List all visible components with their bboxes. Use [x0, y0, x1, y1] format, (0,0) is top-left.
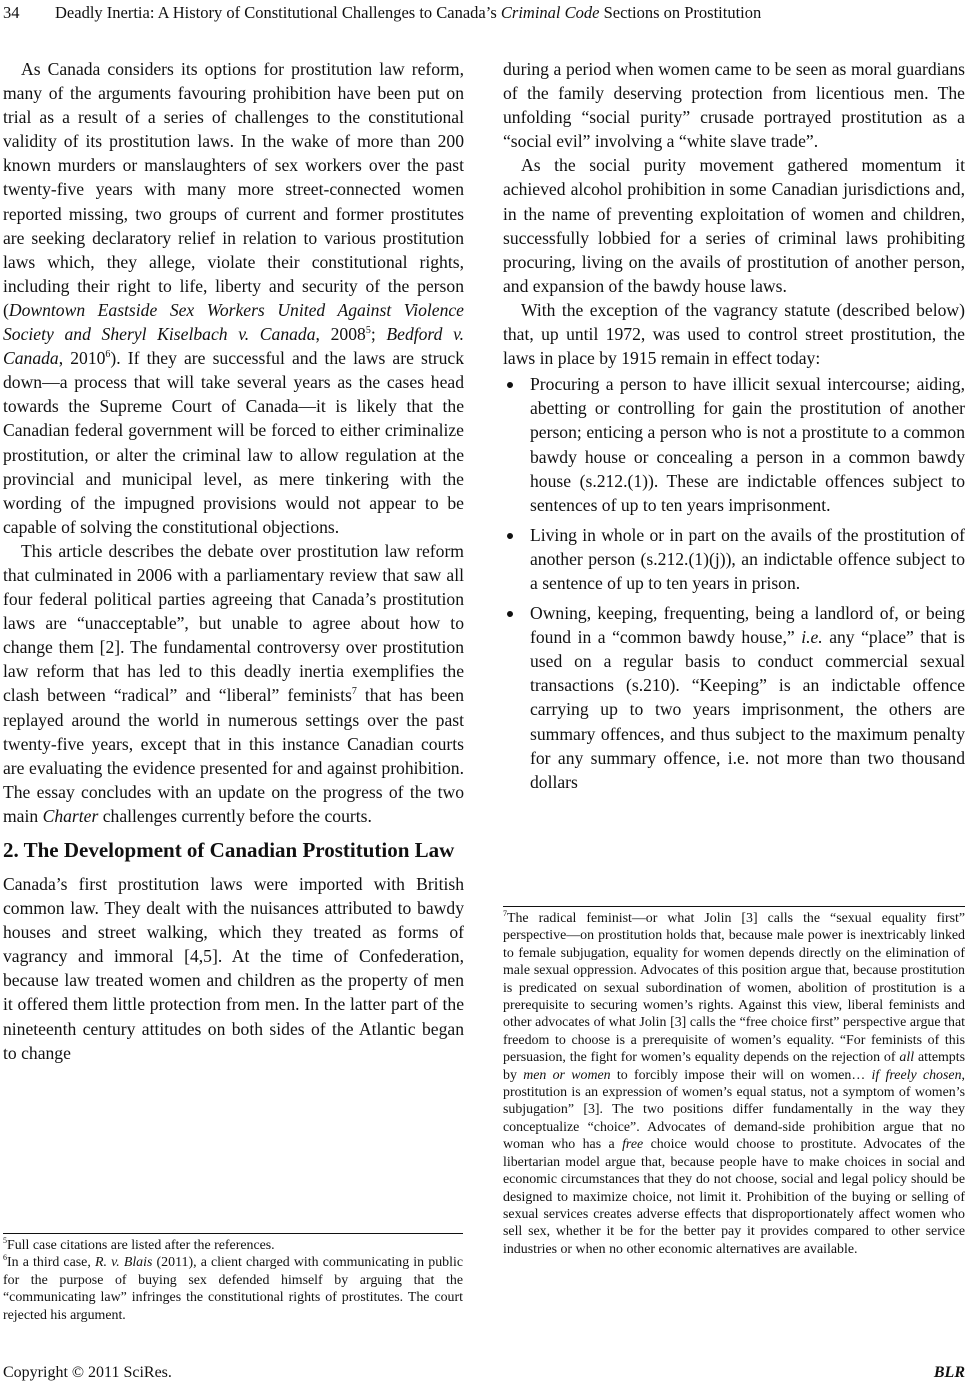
footnote-5	[3, 1237, 463, 1254]
footnote-text: The radical feminist—or what Jolin [3] calls the “sexual equality first” perspective—on prostitution holds that, because male power is inextricably linked to female subjugation, equality for women depends directly on the elimination of male sexual oppression. Advocates of this position argue that, because prostitution is predicated on sexual subordination of women, abolition of prostitution is a prerequisite to securing women’s rights. Against this view, liberal feminists and other advocates of what Jolin [3] calls the “free choice first” perspective argue that freedom to choose is a prerequisite of women’s equality. “For feminists of this persuasion, the fight for women’s equality depends on the rejection of	[503, 911, 965, 1066]
emphasis: free	[622, 1137, 644, 1153]
case-name: R. v. Blais	[94, 1255, 153, 1271]
text: , 2008	[315, 324, 366, 345]
case-name: Bedford v. Canada	[3, 324, 465, 369]
footnote-mark: 7	[503, 909, 507, 918]
running-title-italic: Criminal Code	[500, 3, 600, 22]
page-number: 34	[3, 3, 20, 22]
emphasis: all	[899, 1050, 915, 1066]
text: ). If they are successful and the laws are struck down—a process that will take several years as the cases head towards the Supreme Court of Canada—it is likely that the Canadian federal government will be forced to either criminalize prostitution, or alter the criminal law to allow regulation at the provincial and municipal level, as mere tinkering with the wording of the impugned provisions would not appear to be capable of solving the constitutional objections.	[3, 348, 464, 537]
left-column	[3, 57, 464, 1065]
footnote-text: In a third case,	[7, 1255, 95, 1271]
emphasis: men or women	[523, 1067, 611, 1083]
footnote-mark: 5	[3, 1236, 7, 1245]
text: As Canada considers its options for prostitution law reform, many of the arguments favouring prohibition have been put on trial as a result of a series of challenges to the constitutional validity of its prostitution laws. In the wake of more than 200 known murders or manslaughters of sex workers over the past twenty-five years with many more street-connected women reported missing, two groups of current and former prostitutes are seeking declaratory relief in relation to various prostitution laws which, they allege, violate their constitutional rights, including their right to life, liberty and security of the person (	[3, 59, 464, 320]
paragraph	[3, 57, 464, 539]
offence-list	[503, 372, 965, 794]
ie-italic: i.e.	[801, 627, 823, 648]
list-item	[503, 372, 965, 517]
bullet-icon	[507, 382, 513, 388]
footnote-text: , prostitution is an expression of women’s equal status, not a symptom of women’s subjugation” [3]. The two positions differ fundamentally in the way they conceptualize “choice”. Advocates of demand-side prohibition argue that no woman who has a	[503, 1067, 965, 1153]
footnote-ref-6[interactable]: 6	[105, 349, 111, 361]
paragraph: With the exception of the vagrancy statute (described below) that, up until 1972, was used to control street prostitution, the laws in place by 1915 remain in effect today:	[503, 299, 965, 369]
text: This article describes the debate over prostitution law reform that culminated in 2006 with a parliamentary review that saw all four federal political parties agreeing that Canada’s prostitution laws are “unacceptable”, but unable to agree about how to change them [2]. The fundamental controversy over prostitution law reform that has led to this deadly inertia exemplifies the clash between “radical” and “liberal” feminists	[3, 540, 464, 706]
paragraph: Canada’s first prostitution laws were imported with British common law. They dealt with the nuisances attributed to bawdy houses and street walking, which they treated as forms of vagrancy and immoral [4,5]. At the time of Confederation, because law treated women and children as the property of men it offered them little protection from men. In the latter part of the nineteenth century attitudes on both sides of the Atlantic began to change	[3, 874, 464, 1063]
footnote-ref-7[interactable]: 7	[351, 686, 357, 698]
list-item-text: Living in whole or in part on the avails of the prostitution of another person (s.212.(1)(j)), an indictable offence subject to a sentence of up to ten years in prison.	[530, 524, 965, 593]
running-title	[55, 2, 761, 24]
footnote-divider	[503, 906, 965, 907]
footnote-6	[3, 1254, 463, 1324]
text: challenges currently before the courts.	[98, 805, 372, 826]
footnote-text: choice would choose to prostitute. Advocates of the libertarian model argue that, because people have to make choices in social and economic circumstances that they do not choose, social and legal policy should be designed to maximize choice, not limit it. Prohibition of the buying or selling of sexual services creates adverse effects that disproportionately affect women who sell sex, whether it be for the better pay it provides compared to other service industries or when no other economic alternatives are available.	[503, 1137, 966, 1257]
footnote-text: attempts by	[503, 1050, 966, 1083]
paragraph	[3, 539, 464, 828]
paragraph: As the social purity movement gathered momentum it achieved alcohol prohibition in some Canadian jurisdictions and, in the name of preventing exploitation of women and children, successfully lobbied for a series of criminal laws prohibiting procuring, living on the avails of prostitution of another person, and expansion of the bawdy house laws.	[503, 155, 965, 296]
charter-italic: Charter	[42, 805, 99, 826]
running-title-part: Deadly Inertia: A History of Constitutional Challenges to Canada’s	[55, 3, 501, 22]
journal-abbrev: BLR	[933, 1364, 965, 1381]
text: that has been replayed around the world in numerous settings over the past twenty-five years, except that in this instance Canadian courts are evaluating the evidence presented for and against prohibition. The essay concludes with an update on the progress of the two main	[3, 685, 464, 826]
paragraph: during a period when women came to be seen as moral guardians of the family deserving protection from licentious men. The unfolding “social purity” crusade portrayed prostitution as a “social evil” involving a “white slave trade”.	[503, 59, 965, 152]
list-item-text: Procuring a person to have illicit sexual intercourse; aiding, abetting or controlling for gain the prostitution of another person; enticing a person who is not a prostitute to a common bawdy house or concealing a person in a common bawdy house (s.212.(1)). These are indictable offences subject to sentences of up to ten years imprisonment.	[530, 374, 965, 515]
bullet-icon	[507, 611, 513, 617]
footnote-divider	[3, 1233, 463, 1234]
footnote-mark: 6	[3, 1253, 7, 1263]
emphasis: if freely chosen	[871, 1067, 962, 1083]
footnote-text: to forcibly impose their will on women…	[610, 1067, 872, 1083]
section-heading: 2. The Development of Canadian Prostitution Law	[3, 838, 455, 862]
copyright-footer: Copyright © 2011 SciRes.	[3, 1364, 172, 1381]
footnote-text: (2011), a client charged with communicating in public for the purpose of buying sex defended himself by arguing that the “communicating law” infringes the constitutional rights of prostitutes. The court rejected his argument.	[3, 1255, 463, 1323]
footnote-ref-5[interactable]: 5	[365, 325, 371, 337]
list-item-text: any “place” that is used on a regular basis to conduct commercial sexual transactions (s.210). “Keeping” is an indictable offence carrying up to two years imprisonment, the others are summary offences, and thus subject to the maximum penalty for any summary offence, i.e. not more than two thousand dollars	[530, 627, 966, 792]
text: ;	[370, 324, 387, 345]
running-header	[3, 2, 963, 24]
footnote-text: Full case citations are listed after the references.	[7, 1238, 275, 1253]
footnotes-right	[503, 910, 965, 1258]
text: , 2010	[58, 348, 106, 369]
right-column	[503, 57, 965, 800]
list-item	[503, 523, 965, 595]
running-title-part: Sections on Prostitution	[599, 3, 762, 22]
footnote-7	[503, 910, 965, 1258]
bullet-icon	[507, 533, 513, 539]
list-item	[503, 601, 965, 794]
list-item-text: Owning, keeping, frequenting, being a landlord of, or being found in a “common bawdy house,”	[530, 603, 965, 648]
footnotes-left	[3, 1237, 463, 1324]
case-name: Downtown Eastside Sex Workers United Against Violence Society and Sheryl Kiselbach v. Canada	[3, 299, 464, 345]
